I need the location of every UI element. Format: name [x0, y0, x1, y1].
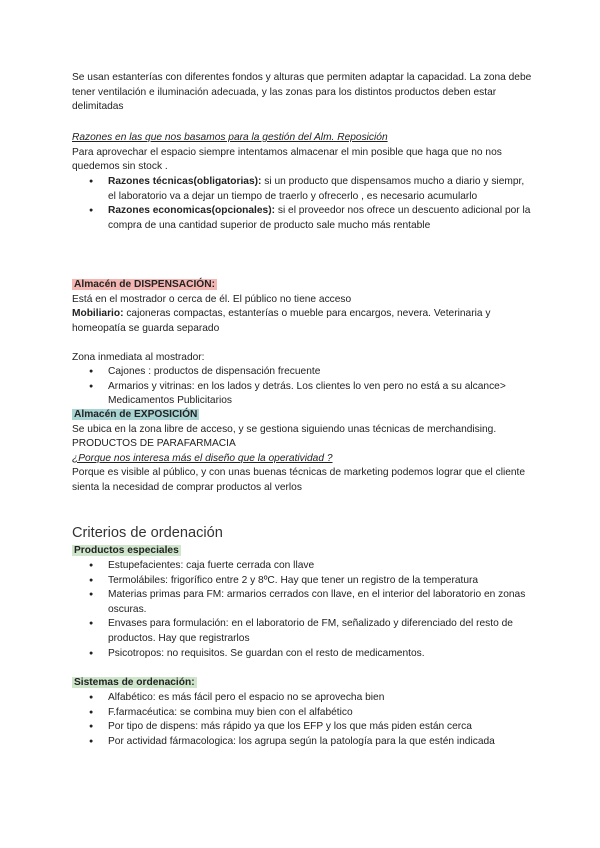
exposicion-answer: Porque es visible al público, y con unas buenas técnicas de marketing podemos lograr que el cliente sienta la necesidad de comprar productos al verlos	[72, 467, 526, 493]
razones-list	[72, 175, 532, 233]
list-item: ● F.farmacéutica: se combina muy bien con el alfabético	[72, 706, 532, 721]
list-item: ● Psicotropos: no requisitos. Se guardan con el resto de medicamentos.	[72, 647, 532, 662]
exposicion-line: Se ubica en la zona libre de acceso, y se gestiona siguiendo unas técnicas de merchandising.	[72, 423, 497, 435]
list-item: ● Cajones : productos de dispensación frecuente	[72, 365, 532, 380]
list-item: ● Razones economicas(opcionales): si el proveedor nos ofrece un descuento adicional por la compra de una cantidad superior de producto sale mucho más rentable	[72, 204, 532, 233]
list-item: ● Por tipo de dispens: más rápido ya que los EFP y los que más piden están cerca	[72, 720, 532, 735]
especiales-heading-block	[72, 544, 532, 559]
razones-heading: Razones en las que nos basamos para la gestión del Alm. Reposición	[72, 132, 388, 143]
mobiliario-paragraph: Mobiliario: cajoneras compactas, estanterías o mueble para encargos, nevera. Veterinaria y homeopatía se guarda separado	[72, 308, 491, 334]
list-item: ● Por actividad fármacologica: los agrupa según la patología para la que estén indicada	[72, 735, 532, 750]
sistemas-title: Sistemas de ordenación:	[74, 677, 195, 688]
zona-label: Zona inmediata al mostrador:	[72, 352, 205, 363]
list-item: ● Alfabético: es más fácil pero el espacio no se aprovecha bien	[72, 691, 532, 706]
list-item: ● Armarios y vitrinas: en los lados y detrás. Los clientes lo ven pero no está a su alcance> Medicamentos Publicitarios	[72, 380, 532, 409]
exposicion-section	[72, 408, 532, 496]
razones-paragraph: Para aprovechar el espacio siempre intentamos almacenar el min posible que haga que no nos quedemos sin stock .	[72, 146, 502, 173]
dispensacion-line: Está en el mostrador o cerca de él. El público no tiene acceso	[72, 293, 352, 305]
list-item: ● Razones técnicas(obligatorias): si un producto que dispensamos mucho a diario y siempr, el laboratorio va a dejar un tiempo de traerlo y ofrecerlo , es necesario acumularlo	[72, 175, 532, 204]
dispensacion-list	[72, 365, 532, 409]
especiales-list	[72, 559, 532, 661]
sistemas-heading-block	[72, 676, 532, 691]
criterios-title: Criterios de ordenación	[72, 525, 223, 541]
exposicion-title: Almacén de EXPOSICIÓN	[74, 409, 198, 420]
especiales-title: Productos especiales	[74, 545, 179, 556]
exposicion-question: ¿Porque nos interesa más el diseño que la operatividad ?	[72, 452, 333, 464]
parafarmacia-line: PRODUCTOS DE PARAFARMACIA	[72, 438, 236, 450]
sistemas-list	[72, 691, 532, 749]
list-item: ● Envases para formulación: en el laboratorio de FM, señalizado y diferenciado del resto de productos. Hay que registrarlos	[72, 617, 532, 646]
list-item: ● Estupefacientes: caja fuerte cerrada con llave	[72, 559, 532, 574]
dispensacion-title: Almacén de DISPENSACIÓN:	[74, 279, 215, 290]
intro-paragraph: Se usan estanterías con diferentes fondos y alturas que permiten adaptar la capacidad. La zona debe tener ventilación e iluminación adecuada, y las zonas para los distintos productos deben estar delimitadas	[72, 72, 532, 113]
dispensacion-section	[72, 278, 532, 336]
razones-section	[72, 131, 532, 175]
list-item: ● Termolábiles: frigorífico entre 2 y 8ºC. Hay que tener un registro de la temperatura	[72, 574, 532, 589]
list-item: ● Materias primas para FM: armarios cerrados con llave, en el interior del laboratorio en zonas oscuras.	[72, 588, 532, 617]
